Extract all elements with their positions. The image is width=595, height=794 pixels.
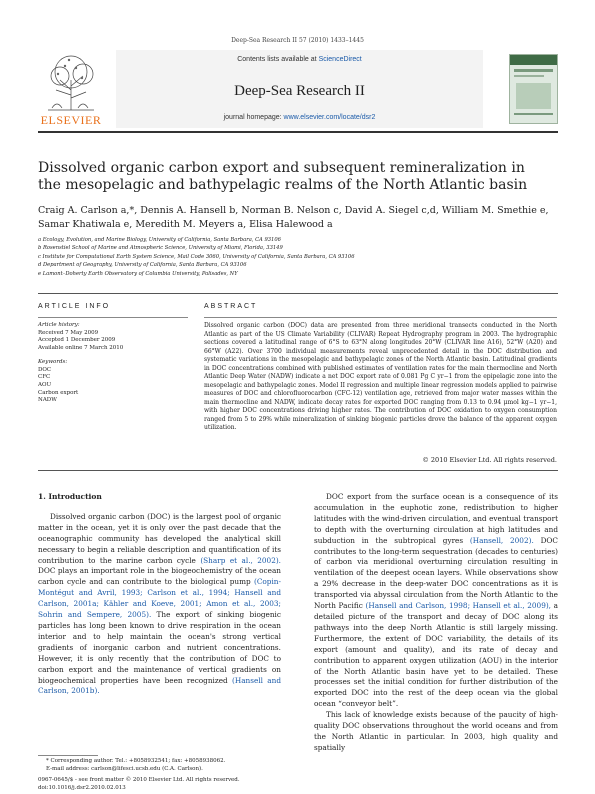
affiliations [38, 236, 558, 278]
section-heading: 1. Introduction [38, 492, 102, 501]
copyright-line: © 2010 Elsevier Ltd. All rights reserved. [422, 456, 557, 464]
footnote-rule [38, 755, 98, 756]
doi-line[interactable]: doi:10.1016/j.dsr2.2010.02.013 [38, 784, 126, 791]
intro-paragraph-1 [38, 512, 281, 697]
accepted-date: Accepted 1 December 2009 [38, 337, 116, 344]
tree-icon [38, 50, 104, 112]
abstract-heading: ABSTRACT [204, 303, 258, 310]
keyword: CFC [38, 374, 51, 381]
intro-text: Dissolved organic carbon (DOC) is the largest pool of organic matter in the ocean, yet it is only over the past decade that the oceanographic community has developed the analytical skill necessary to begin a reliable description and quantification of its contribution to the marine carbon cycle [38, 511, 281, 565]
author-list: Craig A. Carlson a,*, Dennis A. Hansell b, Norman B. Nelson c, David A. Siegel c,d, William M. Smethie e, Samar Khatiwala e, Meredith M. Meyers a, Elisa Halewood a [38, 205, 549, 230]
abstract-text: Dissolved organic carbon (DOC) data are presented from three meridional transects conducted in the North Atlantic as part of the US Climate Variability (CLIVAR) Repeat Hydrography program in 2003. The hydrographic sections covered a latitudinal range of 6°S to 63°N along longitudes 20°W (CLIVAR line A16), 52°W (A20) and 66°W (A22). Over 3700 individual measurements reveal unprecedented detail in the DOC distribution and systematic variations in the mesopelagic and bathypelagic zones of the North Atlantic basin. Latitudinal gradients in DOC concentrations combined with published estimates of ventilation rates for the main thermocline and North Atlantic Deep Water (NADW) indicate a net DOC export rate of 0.081 Pg C yr−1 from the epipelagic zone into the mesopelagic and bathypelagic zones. Model II regression and multiple linear regression models applied to pairwise measures of DOC and chlorofluorocarbon (CFC-12) ventilation age, retrieved from major water masses within the main thermocline and NADW, indicate decay rates for exported DOC ranging from 0.13 to 0.94 μmol kg−1 yr−1, with higher DOC concentrations driving higher rates. The contribution of DOC oxidation to oxygen consumption ranged from 5 to 29% while mineralization of sinking biogenic particles drove the balance of the apparent oxygen utilization. [204, 322, 557, 431]
intro-text: a detailed picture of the transport and decay of DOC along its pathways into the deep North Atlantic is still largely missing. Furthermore, the extent of DOC variability, the details of its export (amount and quality), and its rate of decay and contribution to apparent oxygen utilization (AOU) in the interior of the North Atlantic basin have yet to be detailed. These processes set the initial condition for further distribution of the exported DOC into the rest of the deep ocean via the global ocean “conveyor belt”. [314, 601, 559, 709]
cover-image [510, 55, 557, 123]
footnotes [38, 758, 281, 792]
affiliation-d: d Department of Geography, University of California, Santa Barbara, CA 93106 [38, 262, 247, 269]
citation-link[interactable]: (Hansell and Carlson, 2001b). [38, 675, 281, 696]
elsevier-logo [38, 50, 104, 128]
keyword: NADW [38, 397, 57, 404]
affiliation-e: e Lamont–Doherty Earth Observatory of Columbia University, Palisades, NY [38, 270, 238, 277]
history-label: Article history: [38, 322, 80, 328]
received-date: Received 7 May 2009 [38, 329, 99, 336]
intro-text: DOC export from the surface ocean is a consequence of its accumulation in the euphotic zone, redistribution to higher latitudes with the wind-driven circulation, and eventual transport to depth with the overturning circulation at high latitudes and subduction in the subtropical gyres [314, 492, 558, 545]
article-title: Dissolved organic carbon export and subsequent remineralization in the mesopelagic and bathypelagic realms of the North Atlantic basin [38, 160, 528, 193]
citation-link[interactable]: (Hansell, 2002). [469, 535, 534, 545]
corresponding-author: * Corresponding author. Tel.: +8058932541; fax: +8058938062. [46, 758, 226, 764]
keyword: Carbon export [38, 389, 79, 396]
online-date: Available online 7 March 2010 [38, 345, 124, 352]
masthead [38, 50, 558, 128]
masthead-rule [38, 131, 558, 133]
intro-text: DOC contributes to the long-term sequestration (decades to centuries) of carbon via meridional overturning circulation resulting in ventilation of the deepest ocean layers. While observations show a 29% decrease in the deep-water DOC concentrations as it is transported via abyssal circulation from the North Atlantic to the North Pacific [314, 535, 558, 611]
contents-prefix: Contents lists available at [237, 56, 319, 63]
intro-text: DOC plays an important role in the biogeochemistry of the ocean carbon cycle and can contribute to the biological pump [38, 566, 281, 587]
publisher-wordmark: ELSEVIER [40, 113, 102, 127]
intro-text: The export of sinking biogenic particles has long been known to drive respiration in the ocean interior and to help maintain the ocean's strong vertical gradients of inorganic carbon and nutrient concentrations. However, it is only recently that the contribution of DOC to carbon export and the maintenance of vertical gradients on biogeochemical properties have been recognized [38, 610, 281, 685]
divider-bottom [38, 470, 558, 471]
abstract-rule [204, 317, 557, 318]
article-info-rule [38, 317, 188, 318]
journal-name: Deep-Sea Research II [234, 83, 365, 99]
contents-line [116, 56, 483, 63]
journal-banner [116, 50, 483, 128]
keywords-label: Keywords: [38, 358, 68, 365]
journal-homepage [116, 114, 483, 121]
intro-paragraph-3: This lack of knowledge exists because of the paucity of high-quality DOC observations throughout the world oceans and from the North Atlantic in particular. In 2003, high quality and spatially [314, 710, 558, 752]
article-info [38, 322, 188, 405]
divider-top [38, 293, 558, 294]
homepage-link[interactable]: www.elsevier.com/locate/dsr2 [283, 114, 376, 121]
affiliation-c: c Institute for Computational Earth System Science, Mail Code 3060, University of California, Santa Barbara, CA 93106 [38, 253, 355, 260]
email-address: E-mail address: carlson@lifesci.ucsb.edu (C.A. Carlson). [46, 765, 203, 772]
sciencedirect-link[interactable]: ScienceDirect [318, 56, 362, 63]
article-info-heading: ARTICLE INFO [38, 303, 111, 310]
right-column [314, 492, 558, 754]
citation-link[interactable]: (Copin-Montégut and Avril, 1993; Carlson et al., 1994; Hansell and Carlson, 2001a; Kähler and Koeve, 2001; Amon et al., 2003; Sohrin and Sempere, 2005). [38, 577, 281, 620]
citation-link[interactable]: (Hansell and Carlson, 1998; Hansell et al., 2009), [365, 601, 552, 611]
journal-reference: Deep-Sea Research II 57 (2010) 1433–1445 [231, 37, 364, 44]
affiliation-a: a Ecology, Evolution, and Marine Biology, University of California, Santa Barbara, CA 93106 [38, 237, 281, 243]
citation-link[interactable]: (Sharp et al., 2002). [200, 555, 282, 565]
keyword: AOU [38, 381, 52, 388]
left-column [38, 492, 281, 697]
homepage-prefix: journal homepage: [223, 114, 284, 121]
affiliation-b: b Rosenstiel School of Marine and Atmospheric Science, University of Miami, Florida, 33149 [38, 245, 283, 252]
issn-line: 0967-0645/$ - see front matter © 2010 Elsevier Ltd. All rights reserved. [38, 777, 240, 783]
journal-cover-thumbnail [509, 54, 558, 124]
keyword: DOC [38, 366, 52, 373]
intro-paragraph-2 [314, 492, 558, 710]
